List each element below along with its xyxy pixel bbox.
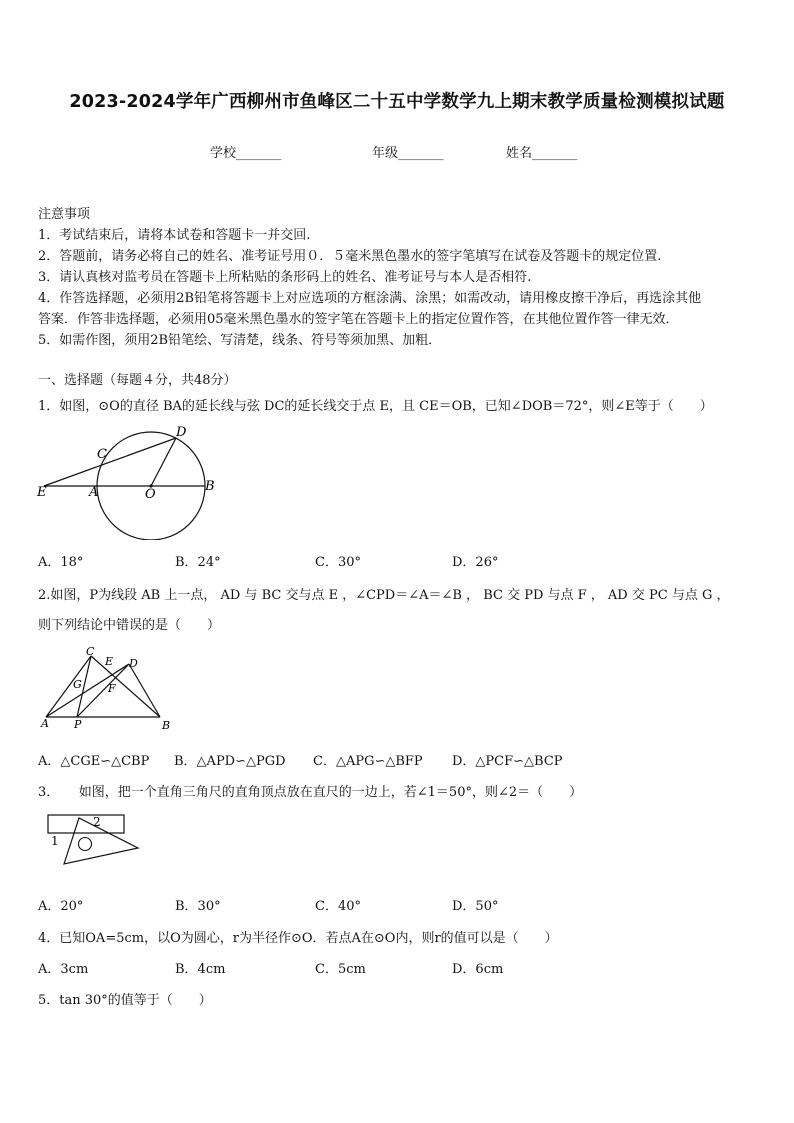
q3-option-b: B．30° — [175, 899, 221, 914]
label-f: F — [108, 682, 116, 695]
label-e: E — [105, 655, 114, 668]
label-b: B — [162, 719, 171, 732]
question-1-figure — [30, 420, 230, 540]
q1-option-b: B．24° — [175, 555, 221, 570]
question-5-text: 5．tan 30°的值等于（ ） — [38, 993, 212, 1008]
q2-option-d: D．△PCF∽△BCP — [452, 754, 563, 769]
label-p: P — [74, 718, 82, 731]
question-2-figure — [36, 644, 186, 736]
secant-line — [44, 438, 176, 486]
grade-field: 年级_______ — [372, 146, 444, 161]
note-item: 1．考试结束后，请将本试卷和答题卡一并交回. — [38, 228, 311, 243]
notes-heading: 注意事项 — [38, 207, 91, 222]
triangle-ruler — [64, 818, 138, 864]
note-item: 答案．作答非选择题，必须用05毫米黑色墨水的签字笔在答题卡上的指定位置作答，在其他位置作答一律无效． — [38, 312, 679, 327]
label-d: D — [129, 657, 138, 670]
question-3-text: 3． 如图，把一个直角三角尺的直角顶点放在直尺的一边上，若∠1＝50°，则∠2＝（ ） — [38, 785, 583, 800]
q1-option-d: D．26° — [452, 555, 499, 570]
label-e: E — [37, 485, 47, 500]
q3-option-c: C．40° — [315, 899, 361, 914]
section-heading: 一、选择题（每题４分，共48分） — [38, 373, 237, 388]
q1-option-c: C．30° — [315, 555, 361, 570]
q1-option-a: A．18° — [38, 555, 84, 570]
question-1-text: 1．如图，⊙O的直径 BA的延长线与弦 DC的延长线交于点 E，且 CE＝OB，已知∠DOB＝72°，则∠E等于（ ） — [38, 399, 713, 414]
q2-option-b: B．△APD∽△PGD — [174, 754, 286, 769]
school-field: 学校_______ — [210, 146, 282, 161]
triangle-hole — [79, 838, 92, 851]
note-item: 5．如需作图，须用2B铅笔绘、写清楚，线条、符号等须加黑、加粗． — [38, 333, 442, 348]
q4-option-d: D．6cm — [452, 962, 504, 977]
question-4-text: 4．已知OA=5cm，以O为圆心，r为半径作⊙O．若点A在⊙O内，则r的值可以是（ ） — [38, 931, 558, 946]
segment-pd — [77, 664, 129, 717]
label-angle-2: 2 — [93, 815, 101, 829]
label-g: G — [73, 678, 82, 691]
q3-option-a: A．20° — [38, 899, 84, 914]
segment-cb — [91, 656, 160, 717]
segment-db — [129, 664, 160, 717]
page-title: 2023-2024学年广西柳州市鱼峰区二十五中学数学九上期末教学质量检测模拟试题 — [69, 92, 725, 112]
label-c: C — [97, 447, 107, 462]
q2-option-c: C．△APG∽△BFP — [313, 754, 423, 769]
q3-option-d: D．50° — [452, 899, 499, 914]
label-a: A — [89, 485, 99, 500]
label-o: O — [145, 487, 156, 502]
label-b: B — [205, 479, 215, 494]
q4-option-c: C．5cm — [315, 962, 366, 977]
label-c: C — [86, 645, 95, 658]
ruler — [48, 815, 124, 833]
label-d: D — [176, 425, 187, 440]
label-angle-1: 1 — [51, 834, 59, 848]
note-item: 4．作答选择题，必须用2B铅笔将答题卡上对应选项的方框涂满、涂黑；如需改动，请用橡皮擦干净后，再选涂其他 — [38, 291, 702, 306]
q4-option-a: A．3cm — [38, 962, 89, 977]
name-field: 姓名_______ — [506, 146, 578, 161]
question-2-text: 2.如图，P为线段 AB 上一点， AD 与 BC 交与点 E ，∠CPD＝∠A＝∠B ， BC 交 PD 与点 F ， AD 交 PC 与点 G ， — [38, 588, 730, 603]
note-item: 2．答题前，请务必将自己的姓名、准考证号用０．５毫米黑色墨水的签字笔填写在试卷及答题卡的规定位置. — [38, 249, 662, 264]
note-item: 3．请认真核对监考员在答题卡上所粘贴的条形码上的姓名、准考证号与本人是否相符. — [38, 270, 532, 285]
question-2-text-line2: 则下列结论中错误的是（ ） — [38, 618, 221, 633]
label-a: A — [41, 717, 49, 730]
q2-option-a: A．△CGE∽△CBP — [38, 754, 150, 769]
question-3-figure — [36, 808, 146, 878]
q4-option-b: B．4cm — [175, 962, 226, 977]
